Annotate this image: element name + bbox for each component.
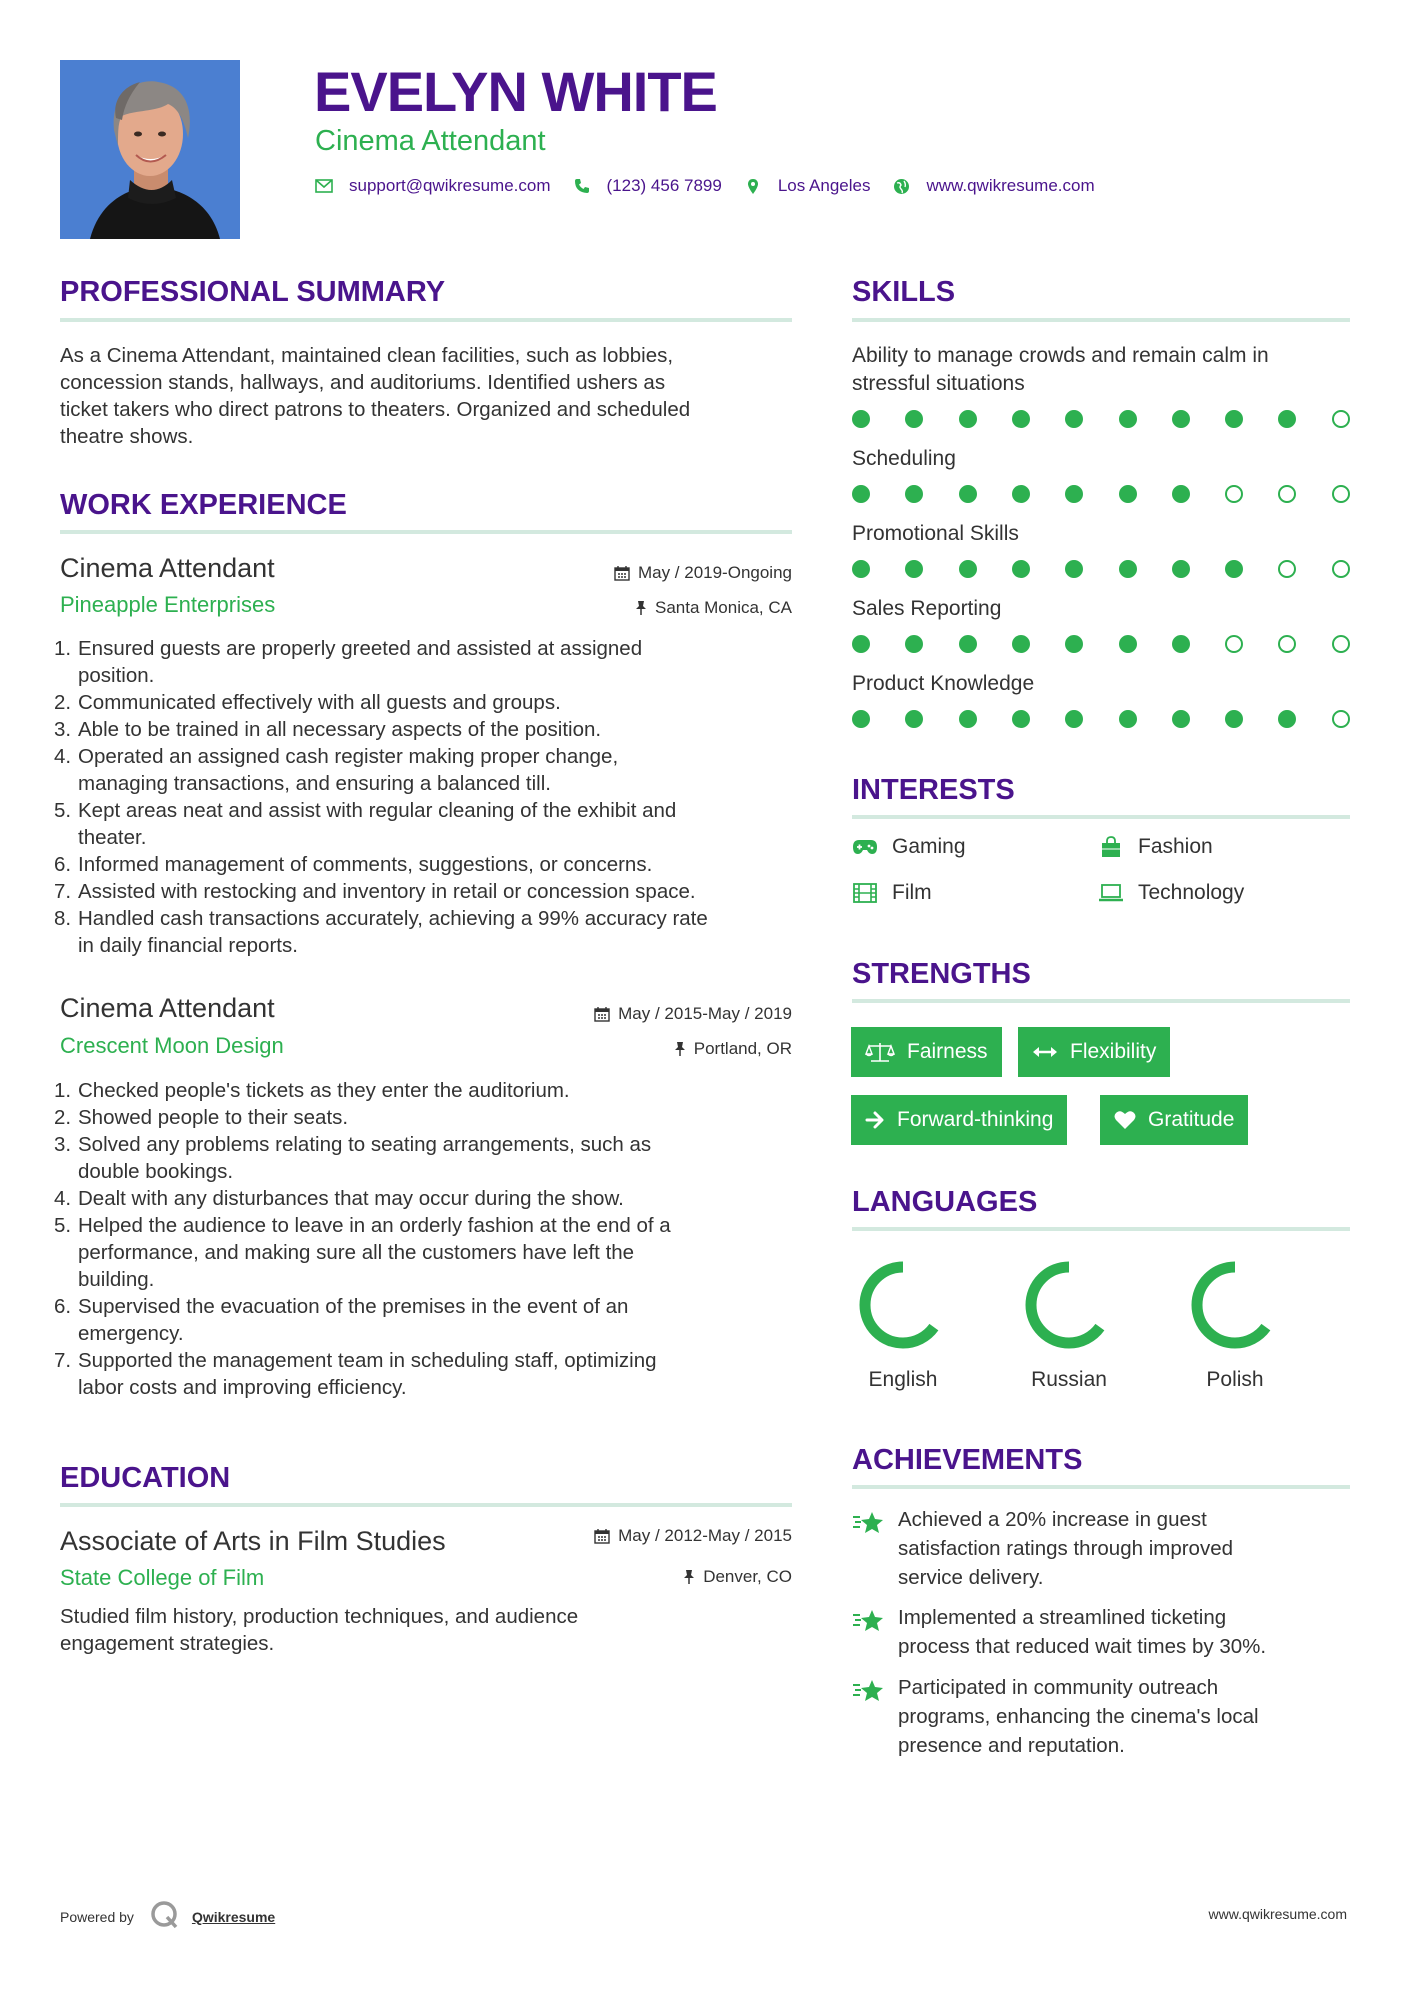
- achievement-item: [852, 1673, 1352, 1760]
- location-text: Los Angeles: [777, 176, 871, 195]
- candidate-title: Cinema Attendant: [315, 125, 546, 157]
- skill-rating: [852, 635, 1362, 655]
- interest-fashion: [1098, 835, 1213, 859]
- skill-dot-empty: [1332, 485, 1350, 503]
- arrow-right-icon: [865, 1111, 885, 1129]
- languages-divider: [852, 1227, 1350, 1231]
- achievements-heading: ACHIEVEMENTS: [852, 1444, 1083, 1476]
- skills-divider: [852, 318, 1350, 322]
- strengths-heading: STRENGTHS: [852, 958, 1031, 990]
- bullet-line: Ensured guests are properly greeted and assisted at assigned: [78, 637, 643, 660]
- phone-icon: [573, 177, 591, 195]
- bullet-line: Supervised the evacuation of the premises in the event of an: [78, 1295, 629, 1318]
- job-bullet: [54, 689, 800, 716]
- skill-dot-filled: [1225, 560, 1243, 578]
- skills-heading: SKILLS: [852, 276, 956, 308]
- job-bullet: [54, 743, 800, 797]
- interest-film: [852, 881, 932, 905]
- bullet-line: Operated an assigned cash register making proper change,: [78, 745, 619, 768]
- skill-dot-filled: [1172, 635, 1190, 653]
- skill-rating: [852, 485, 1362, 505]
- education-line: engagement strategies.: [60, 1632, 275, 1655]
- skill-dot-filled: [905, 635, 923, 653]
- job-bullet: [54, 1293, 800, 1347]
- education-line: Studied film history, production techniques, and audience: [60, 1605, 579, 1628]
- summary-divider: [60, 318, 792, 322]
- job-bullet: [54, 716, 800, 743]
- skill-dot-filled: [905, 710, 923, 728]
- interest-label: Film: [892, 881, 932, 904]
- skill-dot-filled: [1012, 560, 1030, 578]
- bullet-line: in daily financial reports.: [78, 934, 298, 957]
- skill-dot-filled: [1065, 635, 1083, 653]
- skill-rating: [852, 710, 1362, 730]
- education-description: [60, 1603, 800, 1657]
- interest-label: Technology: [1138, 881, 1245, 904]
- skill-dot-filled: [852, 410, 870, 428]
- calendar-icon: [614, 565, 630, 581]
- scale-icon: [865, 1041, 895, 1063]
- language-ring: [1180, 1250, 1290, 1365]
- strengths-divider: [852, 999, 1350, 1003]
- pushpin-icon: [674, 1041, 686, 1057]
- achievement-line: Implemented a streamlined ticketing: [898, 1606, 1227, 1629]
- skill-dot-filled: [1278, 410, 1296, 428]
- skill-dot-filled: [1065, 710, 1083, 728]
- job-title: Cinema Attendant: [60, 993, 275, 1023]
- skill-dot-filled: [959, 485, 977, 503]
- bullet-number: 5.: [54, 1214, 72, 1237]
- heart-icon: [1114, 1110, 1136, 1130]
- interests-heading: INTERESTS: [852, 774, 1015, 806]
- interest-technology: [1098, 881, 1244, 905]
- skill-name-line: Promotional Skills: [852, 522, 1019, 545]
- bullet-line: Checked people's tickets as they enter the auditorium.: [78, 1079, 570, 1102]
- skill-dot-filled: [1065, 485, 1083, 503]
- skill-name-line: stressful situations: [852, 372, 1025, 395]
- achievement-line: process that reduced wait times by 30%.: [898, 1635, 1267, 1658]
- skill-dot-filled: [959, 635, 977, 653]
- education-dates: [594, 1525, 792, 1547]
- bullet-number: 5.: [54, 799, 72, 822]
- job-bullet: [54, 878, 800, 905]
- pushpin-icon: [683, 1569, 695, 1585]
- language-label: Polish: [1206, 1368, 1264, 1391]
- skill-dot-filled: [1172, 560, 1190, 578]
- strength-badge-fairness: [851, 1027, 1002, 1077]
- bullet-number: 2.: [54, 1106, 72, 1129]
- bullet-line: emergency.: [78, 1322, 184, 1345]
- map-pin-icon: [744, 177, 762, 195]
- skill-rating: [852, 410, 1362, 430]
- profile-photo: [60, 60, 240, 239]
- experience-divider: [60, 530, 792, 534]
- job-company: Pineapple Enterprises: [60, 592, 276, 617]
- job-bullet: [54, 1212, 800, 1293]
- strength-label: Flexibility: [1070, 1040, 1157, 1063]
- arrows-horizontal-icon: [1032, 1045, 1058, 1059]
- qwikresume-logo-icon: [150, 1900, 180, 1933]
- job-bullet-list: [54, 1077, 800, 1401]
- language-level-arc: [1031, 1267, 1107, 1343]
- job-bullet: [54, 1347, 800, 1401]
- language-ring: [848, 1250, 958, 1365]
- job-bullet: [54, 1104, 800, 1131]
- contact-location: [744, 176, 871, 196]
- bullet-number: 7.: [54, 1349, 72, 1372]
- interest-gaming: [852, 835, 966, 859]
- achievement-line: Participated in community outreach: [898, 1676, 1219, 1699]
- skill-dot-filled: [1012, 710, 1030, 728]
- skill-dot-filled: [852, 710, 870, 728]
- job-dates: [594, 1003, 792, 1025]
- education-location: [683, 1566, 792, 1588]
- gamepad-icon: [852, 836, 878, 858]
- education-location-text: Denver, CO: [703, 1567, 792, 1586]
- summary-text: [60, 342, 820, 450]
- job-bullet: [54, 1131, 800, 1185]
- bullet-line: Helped the audience to leave in an orderly fashion at the end of a: [78, 1214, 671, 1237]
- bullet-line: Informed management of comments, suggestions, or concerns.: [78, 853, 653, 876]
- skill-dot-filled: [1225, 410, 1243, 428]
- interest-label: Fashion: [1138, 835, 1213, 858]
- skill-dot-filled: [1012, 410, 1030, 428]
- website-text: www.qwikresume.com: [926, 176, 1095, 195]
- job-company: Crescent Moon Design: [60, 1033, 284, 1058]
- film-icon: [852, 882, 878, 904]
- bullet-line: theater.: [78, 826, 147, 849]
- skill-name: [852, 520, 1019, 548]
- job-bullet: [54, 851, 800, 878]
- achievement-line: presence and reputation.: [898, 1734, 1125, 1757]
- job-dates-text: May / 2015-May / 2019: [618, 1004, 792, 1023]
- skill-dot-filled: [905, 485, 923, 503]
- achievement-text: [898, 1505, 1233, 1592]
- skill-name-line: Sales Reporting: [852, 597, 1002, 620]
- skill-name: [852, 670, 1034, 698]
- language-level-arc: [1197, 1267, 1273, 1343]
- calendar-icon: [594, 1006, 610, 1022]
- shooting-star-icon: [852, 1603, 888, 1661]
- job-bullet: [54, 905, 800, 959]
- contact-email[interactable]: [315, 176, 551, 196]
- skill-dot-empty: [1278, 485, 1296, 503]
- skill-dot-filled: [1119, 485, 1137, 503]
- skill-dot-empty: [1278, 560, 1296, 578]
- skill-dot-empty: [1225, 635, 1243, 653]
- strength-label: Gratitude: [1148, 1108, 1235, 1131]
- skill-dot-filled: [1012, 635, 1030, 653]
- bullet-line: performance, and making sure all the customers have left the: [78, 1241, 635, 1264]
- skill-name: [852, 342, 1269, 398]
- pushpin-icon: [635, 600, 647, 616]
- shooting-star-icon: [852, 1673, 888, 1760]
- strength-badge-gratitude: [1100, 1095, 1248, 1145]
- laptop-icon: [1098, 882, 1124, 904]
- skill-dot-filled: [1065, 560, 1083, 578]
- bullet-line: labor costs and improving efficiency.: [78, 1376, 407, 1399]
- job-location-text: Santa Monica, CA: [654, 598, 792, 617]
- bullet-number: 3.: [54, 718, 72, 741]
- skill-name-line: Scheduling: [852, 447, 956, 470]
- bullet-line: Assisted with restocking and inventory in retail or concession space.: [78, 880, 696, 903]
- achievement-item: [852, 1505, 1352, 1592]
- skill-dot-filled: [959, 410, 977, 428]
- summary-line: As a Cinema Attendant, maintained clean facilities, such as lobbies,: [60, 344, 674, 367]
- bullet-line: Supported the management team in scheduling staff, optimizing: [78, 1349, 657, 1372]
- skill-name: [852, 445, 956, 473]
- skill-dot-filled: [1225, 710, 1243, 728]
- skill-dot-empty: [1332, 710, 1350, 728]
- shooting-star-icon: [852, 1505, 888, 1592]
- school-name: State College of Film: [60, 1565, 265, 1590]
- strength-badge-forward-thinking: [851, 1095, 1067, 1145]
- strength-label: Fairness: [907, 1040, 988, 1063]
- powered-by-text: Powered by: [60, 1908, 134, 1925]
- skill-dot-empty: [1332, 410, 1350, 428]
- skill-dot-filled: [959, 710, 977, 728]
- skill-dot-empty: [1225, 485, 1243, 503]
- bullet-line: building.: [78, 1268, 155, 1291]
- skill-rating: [852, 560, 1362, 580]
- skill-dot-filled: [959, 560, 977, 578]
- skill-name-line: Product Knowledge: [852, 672, 1035, 695]
- skill-dot-filled: [1065, 410, 1083, 428]
- job-bullet-list: [54, 635, 800, 959]
- skill-dot-filled: [852, 635, 870, 653]
- job-bullet: [54, 1185, 800, 1212]
- bullet-number: 7.: [54, 880, 72, 903]
- achievements-divider: [852, 1485, 1350, 1489]
- bullet-line: double bookings.: [78, 1160, 234, 1183]
- education-divider: [60, 1503, 792, 1507]
- brand-link[interactable]: Qwikresume: [191, 1908, 276, 1925]
- skill-name-line: Ability to manage crowds and remain calm in: [852, 344, 1269, 367]
- achievement-text: [898, 1673, 1259, 1760]
- bullet-line: Handled cash transactions accurately, achieving a 99% accuracy rate: [78, 907, 708, 930]
- calendar-icon: [594, 1528, 610, 1544]
- bullet-line: Communicated effectively with all guests and groups.: [78, 691, 561, 714]
- bullet-number: 6.: [54, 853, 72, 876]
- achievement-item: [852, 1603, 1352, 1661]
- bullet-line: managing transactions, and ensuring a balanced till.: [78, 772, 551, 795]
- bullet-number: 4.: [54, 745, 72, 768]
- skill-dot-filled: [1119, 560, 1137, 578]
- education-heading: EDUCATION: [60, 1462, 231, 1494]
- bullet-number: 1.: [54, 637, 72, 660]
- degree-title: Associate of Arts in Film Studies: [60, 1526, 446, 1556]
- achievement-text: [898, 1603, 1266, 1661]
- language-ring: [1014, 1250, 1124, 1365]
- language-level-arc: [865, 1267, 941, 1343]
- bullet-line: Showed people to their seats.: [78, 1106, 349, 1129]
- summary-line: ticket takers who direct patrons to theaters. Organized and scheduled: [60, 398, 691, 421]
- skill-name: [852, 595, 1001, 623]
- bullet-number: 6.: [54, 1295, 72, 1318]
- contact-phone[interactable]: [573, 176, 722, 196]
- languages-heading: LANGUAGES: [852, 1186, 1038, 1218]
- language-label: Russian: [1031, 1368, 1107, 1391]
- bullet-line: Solved any problems relating to seating arrangements, such as: [78, 1133, 652, 1156]
- contact-website[interactable]: [892, 176, 1094, 196]
- bullet-number: 2.: [54, 691, 72, 714]
- candidate-name: EVELYN WHITE: [314, 60, 717, 123]
- skill-dot-filled: [852, 485, 870, 503]
- bullet-number: 1.: [54, 1079, 72, 1102]
- skill-dot-filled: [1119, 710, 1137, 728]
- summary-line: theatre shows.: [60, 425, 194, 448]
- skill-dot-empty: [1278, 635, 1296, 653]
- experience-heading: WORK EXPERIENCE: [60, 489, 347, 521]
- strength-label: Forward-thinking: [897, 1108, 1054, 1131]
- bullet-line: Able to be trained in all necessary aspects of the position.: [78, 718, 602, 741]
- phone-text: (123) 456 7899: [606, 176, 722, 195]
- bullet-line: Dealt with any disturbances that may occur during the show.: [78, 1187, 624, 1210]
- achievement-line: service delivery.: [898, 1566, 1044, 1589]
- skill-dot-empty: [1332, 560, 1350, 578]
- job-bullet: [54, 797, 800, 851]
- skill-dot-filled: [1172, 485, 1190, 503]
- globe-icon: [892, 177, 910, 195]
- skill-dot-filled: [1119, 635, 1137, 653]
- skill-dot-filled: [905, 560, 923, 578]
- contact-bar: [315, 176, 1117, 196]
- bullet-number: 3.: [54, 1133, 72, 1156]
- job-location-text: Portland, OR: [693, 1039, 792, 1058]
- achievement-line: programs, enhancing the cinema's local: [898, 1705, 1259, 1728]
- achievement-line: Achieved a 20% increase in guest: [898, 1508, 1207, 1531]
- job-bullet: [54, 635, 800, 689]
- bullet-line: position.: [78, 664, 155, 687]
- job-dates: [614, 562, 792, 584]
- summary-line: concession stands, hallways, and auditoriums. Identified ushers as: [60, 371, 666, 394]
- bullet-number: 8.: [54, 907, 72, 930]
- education-dates-text: May / 2012-May / 2015: [618, 1526, 792, 1545]
- job-location: [635, 597, 792, 619]
- strength-badge-flexibility: [1018, 1027, 1170, 1077]
- job-title: Cinema Attendant: [60, 553, 275, 583]
- skill-dot-filled: [905, 410, 923, 428]
- interest-label: Gaming: [892, 835, 966, 858]
- skill-dot-filled: [1119, 410, 1137, 428]
- footer-website[interactable]: www.qwikresume.com: [1208, 1906, 1347, 1922]
- summary-heading: PROFESSIONAL SUMMARY: [60, 276, 446, 308]
- shopping-bag-icon: [1098, 836, 1124, 858]
- bullet-line: Kept areas neat and assist with regular cleaning of the exhibit and: [78, 799, 677, 822]
- skill-dot-empty: [1332, 635, 1350, 653]
- footer-powered-by: [60, 1900, 275, 1933]
- skill-dot-filled: [1012, 485, 1030, 503]
- email-text: support@qwikresume.com: [349, 176, 551, 195]
- job-bullet: [54, 1077, 800, 1104]
- envelope-icon: [315, 177, 333, 195]
- job-location: [674, 1038, 792, 1060]
- skill-dot-filled: [1172, 710, 1190, 728]
- language-label: English: [868, 1368, 938, 1391]
- interests-divider: [852, 815, 1350, 819]
- skill-dot-filled: [1278, 710, 1296, 728]
- bullet-number: 4.: [54, 1187, 72, 1210]
- skill-dot-filled: [852, 560, 870, 578]
- skill-dot-filled: [1172, 410, 1190, 428]
- job-dates-text: May / 2019-Ongoing: [637, 563, 792, 582]
- achievement-line: satisfaction ratings through improved: [898, 1537, 1234, 1560]
